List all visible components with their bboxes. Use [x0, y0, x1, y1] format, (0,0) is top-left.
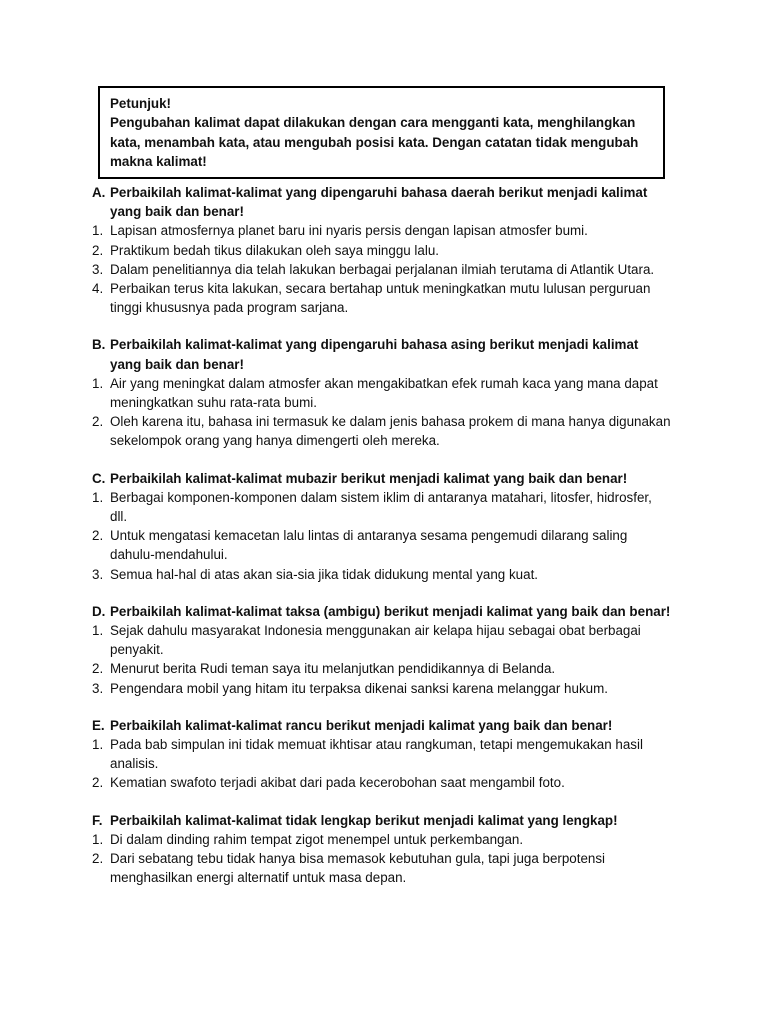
item-list [92, 735, 672, 793]
section-letter: F. [92, 812, 103, 828]
section-letter: D. [92, 603, 106, 619]
section-heading-text: Perbaikilah kalimat-kalimat rancu berikut menjadi kalimat yang baik dan benar! [110, 717, 613, 733]
item-number: 2. [92, 851, 104, 867]
section-b [92, 335, 672, 450]
list-item [92, 488, 672, 526]
item-number: 2. [92, 528, 104, 544]
section-d [92, 602, 672, 698]
list-item [92, 621, 672, 659]
section-letter: B. [92, 337, 106, 353]
item-number: 1. [92, 375, 104, 391]
section-heading [92, 469, 672, 488]
section-heading-text: Perbaikilah kalimat-kalimat taksa (ambigu) berikut menjadi kalimat yang baik dan benar! [110, 603, 671, 619]
section-heading-text: Perbaikilah kalimat-kalimat mubazir berikut menjadi kalimat yang baik dan benar! [110, 470, 628, 486]
instructions-title: Petunjuk! [110, 96, 172, 111]
section-heading [92, 335, 672, 373]
list-item [92, 679, 672, 698]
item-text: Dari sebatang tebu tidak hanya bisa memasok kebutuhan gula, tapi juga berpotensi menghasilkan energi alternatif untuk masa depan. [110, 851, 606, 886]
instructions-box [98, 86, 665, 179]
item-text: Dalam penelitiannya dia telah lakukan berbagai perjalanan ilmiah terutama di Atlantik Utara. [110, 261, 655, 277]
item-number: 1. [92, 737, 104, 753]
section-heading [92, 183, 672, 221]
section-e [92, 716, 672, 793]
item-text: Berbagai komponen-komponen dalam sistem iklim di antaranya matahari, litosfer, hidrosfer, dll. [110, 489, 652, 525]
item-number: 1. [92, 623, 104, 639]
item-text: Pengendara mobil yang hitam itu terpaksa dikenai sanksi karena melanggar hukum. [110, 680, 608, 696]
section-letter: E. [92, 717, 105, 733]
item-text: Untuk mengatasi kemacetan lalu lintas di antaranya sesama pengemudi dilarang saling dahulu-mendahului. [110, 528, 628, 563]
list-item [92, 849, 672, 887]
instructions-body: Pengubahan kalimat dapat dilakukan dengan cara mengganti kata, menghilangkan kata, menambah kata, atau mengubah posisi kata. Dengan catatan tidak mengubah makna kalimat! [110, 115, 639, 169]
list-item [92, 412, 672, 450]
list-item [92, 279, 672, 317]
item-text: Air yang meningkat dalam atmosfer akan mengakibatkan efek rumah kaca yang mana dapat meningkatkan suhu rata-rata bumi. [110, 375, 658, 411]
section-heading [92, 811, 672, 830]
item-number: 2. [92, 242, 104, 258]
section-letter: C. [92, 470, 106, 486]
section-heading [92, 716, 672, 735]
section-letter: A. [92, 185, 106, 200]
section-heading-text: Perbaikilah kalimat-kalimat yang dipengaruhi bahasa asing berikut menjadi kalimat yang baik dan benar! [110, 337, 639, 372]
list-item [92, 773, 672, 792]
item-text: Sejak dahulu masyarakat Indonesia menggunakan air kelapa hijau sebagai obat berbagai penyakit. [110, 623, 641, 658]
item-number: 3. [92, 680, 104, 696]
list-item [92, 221, 672, 240]
section-heading-text: Perbaikilah kalimat-kalimat yang dipengaruhi bahasa daerah berikut menjadi kalimat yang baik dan benar! [110, 185, 648, 220]
list-item [92, 735, 672, 773]
section-heading [92, 602, 672, 621]
item-text: Lapisan atmosfernya planet baru ini nyaris persis dengan lapisan atmosfer bumi. [110, 223, 588, 239]
item-number: 3. [92, 261, 104, 277]
item-text: Oleh karena itu, bahasa ini termasuk ke dalam jenis bahasa prokem di mana hanya digunakan sekelompok orang yang hanya dimengerti oleh mereka. [110, 414, 671, 449]
item-number: 3. [92, 566, 104, 582]
item-number: 1. [92, 831, 104, 847]
item-text: Menurut berita Rudi teman saya itu melanjutkan pendidikannya di Belanda. [110, 661, 556, 677]
section-heading-text: Perbaikilah kalimat-kalimat tidak lengkap berikut menjadi kalimat yang lengkap! [110, 812, 618, 828]
item-number: 1. [92, 489, 104, 505]
list-item [92, 260, 672, 279]
list-item [92, 374, 672, 412]
section-c [92, 469, 672, 584]
list-item [92, 565, 672, 584]
item-list [92, 488, 672, 584]
item-text: Pada bab simpulan ini tidak memuat ikhtisar atau rangkuman, tetapi mengemukakan hasil analisis. [110, 737, 643, 772]
list-item [92, 830, 672, 849]
section-a [92, 183, 672, 317]
list-item [92, 659, 672, 678]
item-number: 2. [92, 414, 104, 430]
item-text: Di dalam dinding rahim tempat zigot menempel untuk perkembangan. [110, 831, 524, 847]
item-list [92, 830, 672, 888]
item-number: 2. [92, 775, 104, 791]
item-text: Kematian swafoto terjadi akibat dari pada kecerobohan saat mengambil foto. [110, 775, 565, 791]
item-number: 4. [92, 281, 104, 297]
item-list [92, 221, 672, 317]
item-number: 2. [92, 661, 104, 677]
item-text: Praktikum bedah tikus dilakukan oleh saya minggu lalu. [110, 242, 439, 258]
item-list [92, 374, 672, 451]
item-text: Semua hal-hal di atas akan sia-sia jika tidak didukung mental yang kuat. [110, 566, 539, 582]
list-item [92, 526, 672, 564]
item-number: 1. [92, 223, 104, 239]
item-list [92, 621, 672, 698]
item-text: Perbaikan terus kita lakukan, secara bertahap untuk meningkatkan mutu lulusan perguruan tinggi khususnya pada program sarjana. [110, 281, 651, 316]
list-item [92, 241, 672, 260]
section-f [92, 811, 672, 888]
exercise-sections [92, 183, 672, 906]
